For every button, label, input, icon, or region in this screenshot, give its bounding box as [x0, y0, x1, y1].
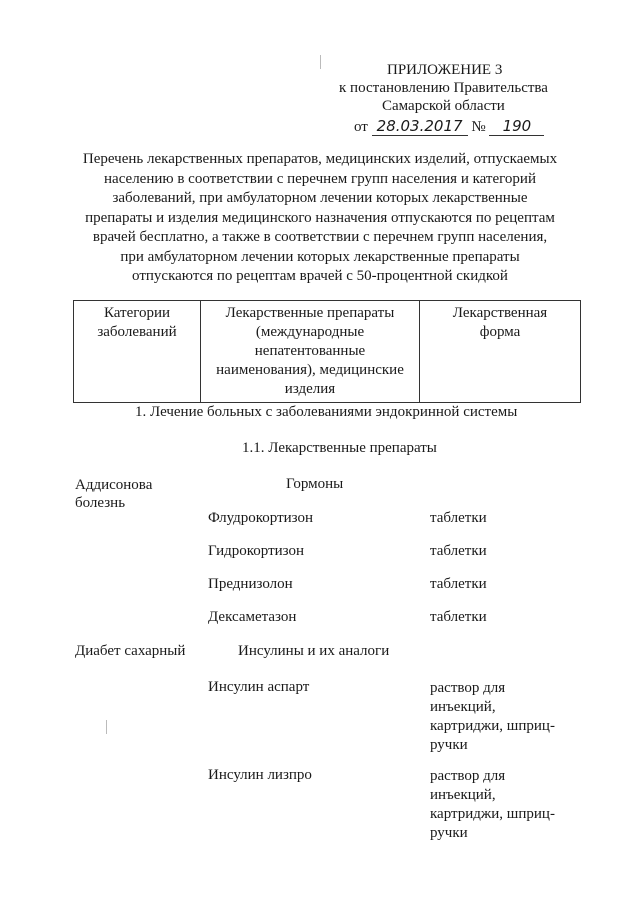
header-form	[420, 301, 581, 403]
form-line: раствор для	[430, 768, 506, 784]
header-categories	[74, 301, 201, 403]
date-value: 28.03.2017	[372, 117, 468, 136]
form-line: инъекций,	[430, 699, 496, 715]
appendix-line-resolution: к постановлению Правительства	[339, 80, 548, 96]
header-drugs	[201, 301, 420, 403]
title-line: Перечень лекарственных препаратов, медицинских изделий, отпускаемых	[82, 151, 558, 167]
header-text: (международные	[255, 324, 365, 340]
section-heading: 1. Лечение больных с заболеваниями эндокринной системы	[135, 404, 518, 420]
subsection-heading: 1.1. Лекарственные препараты	[242, 440, 437, 456]
drug-form: таблетки	[430, 609, 487, 625]
appendix-date-line	[354, 117, 544, 136]
header-text: непатентованные	[254, 343, 366, 359]
title-line: заболеваний, при амбулаторном лечении которых лекарственные	[112, 190, 528, 206]
disease-category: Диабет сахарный	[75, 643, 186, 659]
scan-mark	[320, 55, 321, 69]
header-text: наименования), медицинские	[216, 362, 404, 378]
drug-name: Дексаметазон	[208, 609, 297, 625]
disease-category	[75, 476, 152, 512]
title-line: отпускаются по рецептам врачей с 50-процентной скидкой	[132, 268, 508, 284]
drug-name: Преднизолон	[208, 576, 293, 592]
form-line: картриджи, шприц-	[430, 806, 555, 822]
list-title	[60, 150, 580, 287]
header-text: изделия	[284, 381, 336, 397]
drug-form: таблетки	[430, 543, 487, 559]
form-line: ручки	[430, 737, 468, 753]
header-text: Лекарственная	[452, 305, 548, 321]
drug-name: Флудрокортизон	[208, 510, 314, 526]
drug-form	[430, 679, 555, 755]
number-prefix: №	[471, 119, 486, 135]
drug-name: Гидрокортизон	[208, 543, 305, 559]
drug-group: Гормоны	[286, 476, 344, 492]
drug-form: таблетки	[430, 576, 487, 592]
disease-text: Аддисонова	[75, 477, 153, 493]
table-header	[73, 300, 581, 403]
drug-form	[430, 767, 555, 843]
date-prefix: от	[354, 119, 368, 135]
title-line: врачей бесплатно, а также в соответствии с перечнем групп населения,	[92, 229, 548, 245]
drug-group: Инсулины и их аналоги	[238, 643, 390, 659]
drug-name: Инсулин аспарт	[208, 679, 310, 695]
header-text: заболеваний	[97, 324, 177, 340]
form-line: раствор для	[430, 680, 506, 696]
title-line: при амбулаторном лечении которых лекарственные препараты	[120, 248, 520, 265]
title-line: препараты и изделия медицинского назначения отпускаются по рецептам	[85, 209, 555, 226]
title-line: населению в соответствии с перечнем групп населения и категорий	[104, 170, 536, 187]
disease-text: болезнь	[75, 495, 126, 511]
appendix-line-region: Самарской области	[382, 98, 505, 114]
scan-mark	[106, 720, 107, 734]
header-text: Лекарственные препараты	[225, 305, 395, 321]
drug-form: таблетки	[430, 510, 487, 526]
form-line: картриджи, шприц-	[430, 718, 555, 734]
form-line: инъекций,	[430, 787, 496, 803]
appendix-title: ПРИЛОЖЕНИЕ 3	[387, 62, 503, 78]
header-text: форма	[479, 324, 521, 340]
number-value: 190	[489, 117, 544, 136]
drug-name: Инсулин лизпро	[208, 767, 312, 783]
form-line: ручки	[430, 825, 468, 841]
header-text: Категории	[103, 305, 171, 321]
